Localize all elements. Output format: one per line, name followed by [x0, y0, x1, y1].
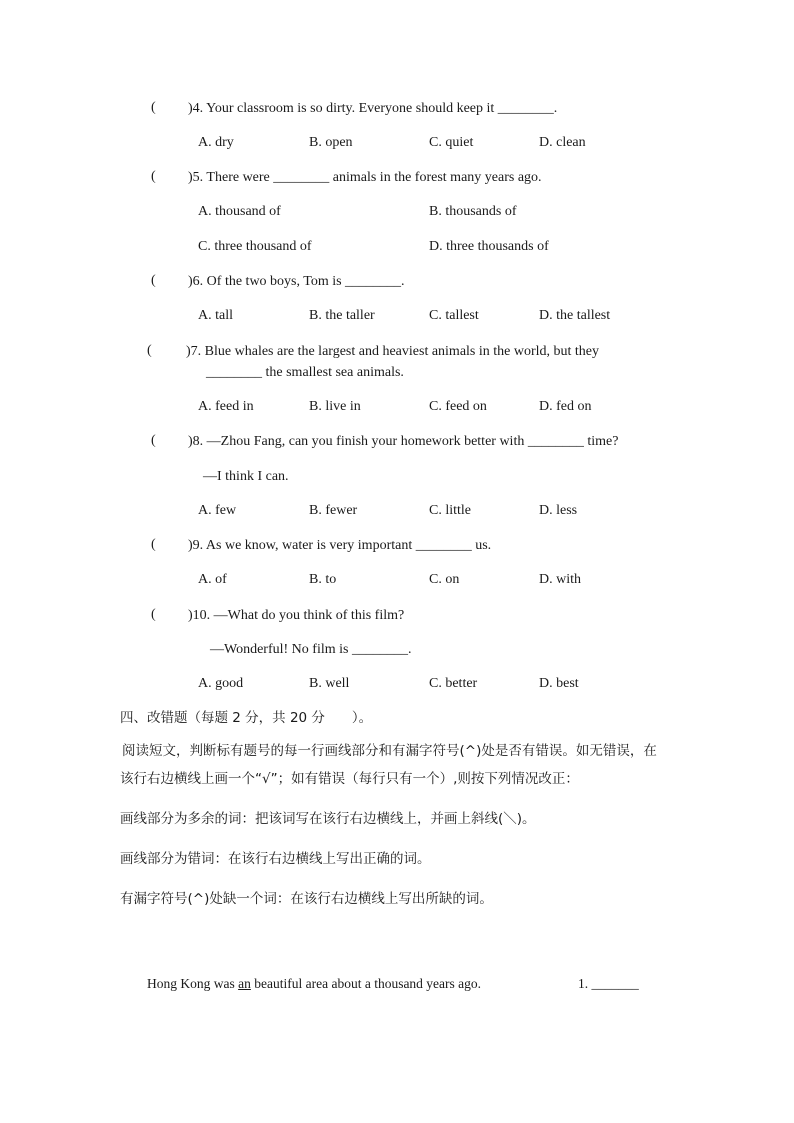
question-number: )9. — [188, 538, 204, 553]
question-7-continuation: ________ the smallest sea animals. — [206, 365, 404, 380]
question-10 — [188, 607, 404, 625]
question-number: )7. — [186, 344, 202, 359]
option-a: A. feed in — [198, 399, 254, 414]
passage-text: beautiful area about a thousand years ago. — [250, 976, 482, 991]
question-7 — [186, 343, 599, 361]
option-b: B. to — [309, 572, 337, 587]
answer-paren: ( — [151, 607, 156, 622]
question-9 — [188, 537, 491, 555]
option-d: D. fed on — [539, 399, 592, 414]
answer-paren: ( — [151, 169, 156, 184]
underlined-word: an — [238, 976, 251, 991]
option-b: B. open — [309, 135, 353, 150]
option-c: C. tallest — [429, 308, 479, 323]
option-c: C. quiet — [429, 135, 474, 150]
option-b: B. thousands of — [429, 204, 517, 219]
question-5 — [188, 169, 542, 187]
question-number: )8. — [188, 434, 204, 449]
question-number: )6. — [188, 274, 204, 289]
option-d: D. clean — [539, 135, 586, 150]
answer-paren: ( — [151, 433, 156, 448]
option-b: B. fewer — [309, 503, 358, 518]
question-number: )4. — [188, 101, 204, 116]
passage-text: Hong Kong was — [147, 976, 239, 991]
question-stem: Of the two boys, Tom is ________. — [206, 274, 405, 289]
question-stem: —Zhou Fang, can you finish your homework better with ________ time? — [206, 434, 619, 449]
option-a: A. good — [198, 676, 244, 691]
option-c: C. three thousand of — [198, 239, 312, 254]
question-stem: As we know, water is very important ________ us. — [205, 538, 492, 553]
option-d: D. best — [539, 676, 579, 691]
option-a: A. few — [198, 503, 237, 518]
question-8-reply: —I think I can. — [203, 469, 289, 484]
option-d: D. three thousands of — [429, 239, 549, 254]
option-a: A. thousand of — [198, 204, 281, 219]
question-stem: —What do you think of this film? — [213, 608, 405, 623]
option-a: A. tall — [198, 308, 233, 323]
question-6 — [188, 273, 405, 291]
section-intro-line-2: 该行右边横线上画一个“√”；如有错误（每行只有一个）,则按下列情况改正： — [120, 771, 579, 787]
option-d: D. the tallest — [539, 308, 611, 323]
option-a: A. dry — [198, 135, 234, 150]
question-10-reply: —Wonderful! No film is ________. — [210, 642, 412, 657]
option-c: C. feed on — [429, 399, 487, 414]
option-c: C. on — [429, 572, 460, 587]
rule-wrong-word: 画线部分为错词：在该行右边横线上写出正确的词。 — [120, 851, 431, 867]
question-number: )10. — [188, 608, 211, 623]
option-d: D. less — [539, 503, 578, 518]
option-b: B. well — [309, 676, 350, 691]
question-stem: Your classroom is so dirty. Everyone should keep it ________. — [206, 101, 558, 116]
passage-line-1 — [147, 975, 481, 993]
question-stem: Blue whales are the largest and heaviest animals in the world, but they — [204, 344, 600, 359]
answer-paren: ( — [151, 273, 156, 288]
rule-extra-word: 画线部分为多余的词：把该词写在该行右边横线上，并画上斜线(＼)。 — [120, 811, 536, 827]
option-c: C. little — [429, 503, 471, 518]
answer-paren: ( — [147, 343, 152, 358]
option-d: D. with — [539, 572, 581, 587]
answer-paren: ( — [151, 537, 156, 552]
rule-missing-word: 有漏字符号(^)处缺一个词：在该行右边横线上写出所缺的词。 — [120, 891, 493, 907]
question-stem: There were ________ animals in the forest many years ago. — [206, 170, 542, 185]
question-4 — [188, 100, 557, 118]
answer-blank-1[interactable]: 1. _______ — [578, 976, 639, 991]
question-number: )5. — [188, 170, 204, 185]
option-c: C. better — [429, 676, 478, 691]
section-intro-line-1: 阅读短文，判断标有题号的每一行画线部分和有漏字符号(^)处是否有错误。如无错误，在 — [122, 743, 657, 759]
option-b: B. the taller — [309, 308, 375, 323]
question-8 — [188, 433, 618, 451]
option-b: B. live in — [309, 399, 361, 414]
answer-paren: ( — [151, 100, 156, 115]
section-heading: 四、改错题（每题 2 分，共 20 分 ）。 — [120, 710, 373, 726]
option-a: A. of — [198, 572, 227, 587]
